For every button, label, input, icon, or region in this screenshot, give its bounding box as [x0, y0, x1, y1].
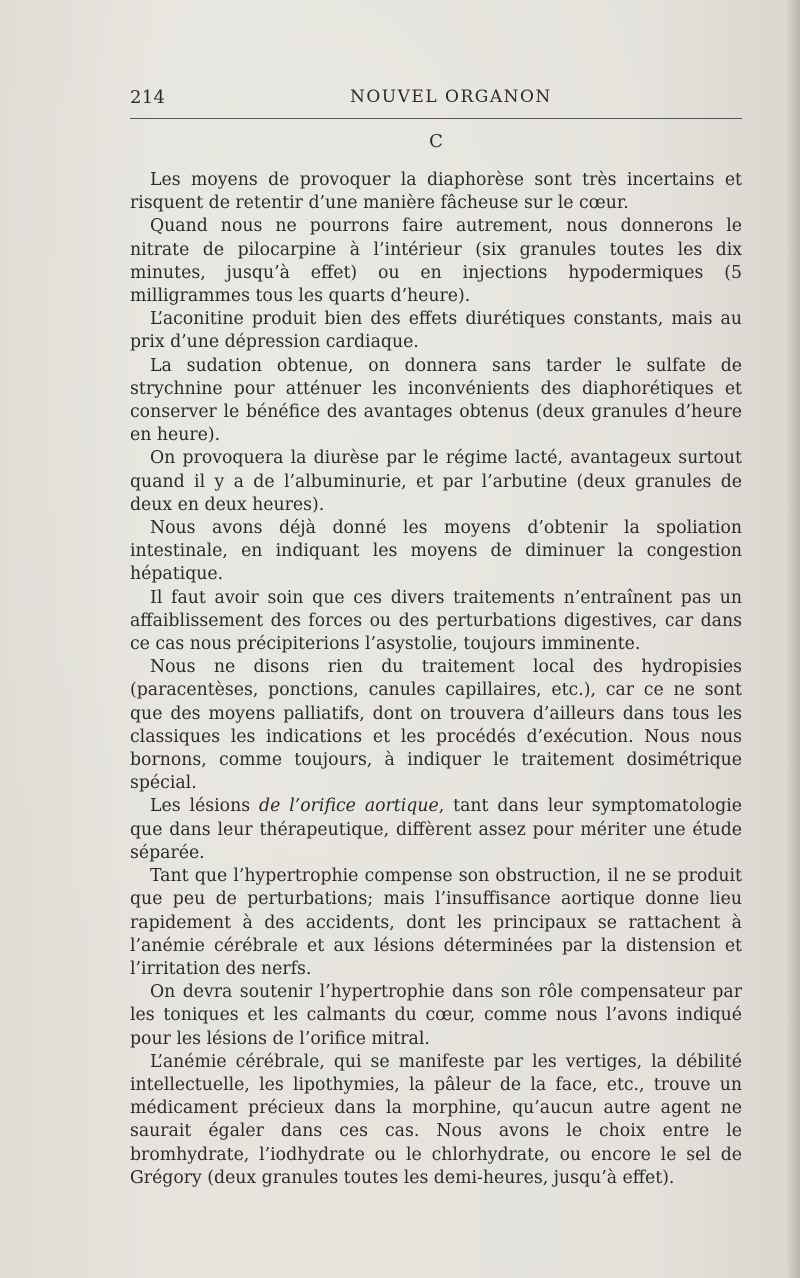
paragraph-aortic-lesions [130, 795, 742, 865]
paragraph: L’anémie cérébrale, qui se manifeste par les vertiges, la débilité intellectuelle, les lipothymies, la pâleur de la face, etc., trouve un médicament précieux dans la morphine, qu’aucun autre agent ne saurait égaler dans ces cas. Nous avons le choix entre le bromhydrate, l’iodhydrate ou le chlorhydrate, ou encore le sel de Grégory (deux granules toutes les demi-heures, jusqu’à effet). [130, 1051, 742, 1188]
italic-term: de l’orifice aortique [259, 796, 439, 817]
page-edge-shadow [786, 0, 800, 1278]
paragraph: Quand nous ne pourrons faire autrement, nous donnerons le nitrate de pilocarpine à l’intérieur (six granules toutes les dix minutes, jusqu’à effet) ou en injections hypodermiques (5 milligrammes tous les quarts d’heure). [130, 216, 742, 307]
paragraph-text: , tant dans leur symptomatologie que dans leur thérapeutique, diffèrent assez pour mériter une étude séparée. [130, 796, 743, 863]
paragraph: Il faut avoir soin que ces divers traitements n’entraînent pas un affaiblissement des forces ou des perturbations digestives, car dans ce cas nous précipiterions l’asystolie, toujours imminente. [130, 587, 742, 655]
paragraph-text: Les lésions [150, 796, 260, 817]
paragraph: Tant que l’hypertrophie compense son obstruction, il ne se produit que peu de perturbations; mais l’insuffisance aortique donne lieu rapidement à des accidents, dont les principaux se rattachent à l’anémie cérébrale et aux lésions déterminées par la distension et l’irritation des nerfs. [130, 866, 742, 979]
page-number: 214 [130, 87, 166, 108]
section-letter: C [429, 131, 443, 152]
header-rule [130, 118, 742, 119]
paragraph: On provoquera la diurèse par le régime lacté, avantageux surtout quand il y a de l’albuminurie, et par l’arbutine (deux granules de deux en deux heures). [130, 448, 742, 515]
paragraph: Les moyens de provoquer la diaphorèse sont très incertains et risquent de retentir d’une manière fâcheuse sur le cœur. [130, 170, 742, 214]
page-header [130, 84, 742, 114]
running-title: NOUVEL ORGANON [350, 87, 552, 107]
paragraph: On devra soutenir l’hypertrophie dans son rôle compensateur par les toniques et les calmants du cœur, comme nous l’avons indiqué pour les lésions de l’orifice mitral. [130, 982, 742, 1049]
paragraph: Nous avons déjà donné les moyens d’obtenir la spoliation intestinale, en indiquant les moyens de diminuer la congestion hépatique. [130, 518, 742, 585]
paragraph: La sudation obtenue, on donnera sans tarder le sulfate de strychnine pour atténuer les inconvénients des diaphorétiques et conserver le bénéfice des avantages obtenus (deux granules d’heure en heure). [130, 355, 742, 446]
body-text [130, 169, 742, 1190]
paragraph: Nous ne disons rien du traitement local des hydropisies (paracentèses, ponctions, canules capillaires, etc.), car ce ne sont que des moyens palliatifs, dont on trouvera d’ailleurs dans tous les classiques les indications et les procédés d’exécution. Nous nous bornons, comme toujours, à indiquer le traitement dosimétrique spécial. [130, 657, 742, 794]
paragraph: L’aconitine produit bien des effets diurétiques constants, mais au prix d’une dépression cardiaque. [130, 309, 742, 353]
